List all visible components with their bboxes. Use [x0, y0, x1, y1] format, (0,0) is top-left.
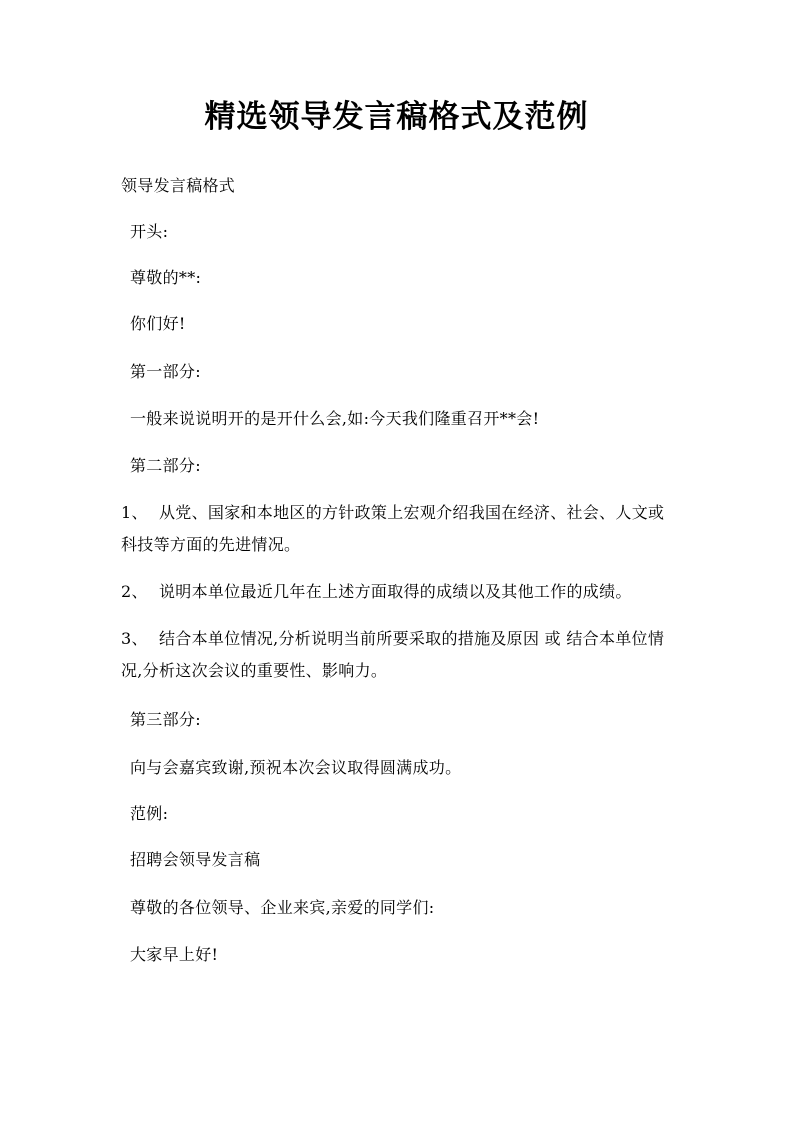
- example-greeting: 大家早上好!: [130, 945, 219, 964]
- item-number: 1、: [121, 503, 148, 522]
- part1-text: 一般来说说明开的是开什么会,如:今天我们隆重召开**会!: [130, 409, 540, 428]
- part2-label: 第二部分:: [130, 456, 201, 475]
- example-label: 范例:: [130, 804, 169, 823]
- example-title: 招聘会领导发言稿: [130, 850, 261, 869]
- section-heading-format: 领导发言稿格式: [121, 176, 236, 195]
- part2-item: [121, 497, 674, 561]
- part2-item: [121, 576, 674, 608]
- item-number: 2、: [121, 582, 148, 601]
- item-text: 结合本单位情况,分析说明当前所要采取的措施及原因 或 结合本单位情况,分析这次会议的重要性、影响力。: [121, 629, 665, 680]
- opening-salutation: 尊敬的**:: [130, 268, 202, 287]
- page-title: 精选领导发言稿格式及范例: [204, 99, 589, 135]
- item-text: 说明本单位最近几年在上述方面取得的成绩以及其他工作的成绩。: [159, 582, 632, 601]
- part1-label: 第一部分:: [130, 362, 201, 381]
- opening-label: 开头:: [130, 222, 169, 241]
- part3-label: 第三部分:: [130, 710, 201, 729]
- example-salutation: 尊敬的各位领导、企业来宾,亲爱的同学们:: [130, 898, 435, 917]
- part2-item: [121, 623, 674, 687]
- item-number: 3、: [121, 629, 148, 648]
- part3-text: 向与会嘉宾致谢,预祝本次会议取得圆满成功。: [130, 758, 462, 777]
- opening-greeting: 你们好!: [130, 314, 186, 333]
- item-text: 从党、国家和本地区的方针政策上宏观介绍我国在经济、社会、人文或科技等方面的先进情况。: [121, 503, 665, 554]
